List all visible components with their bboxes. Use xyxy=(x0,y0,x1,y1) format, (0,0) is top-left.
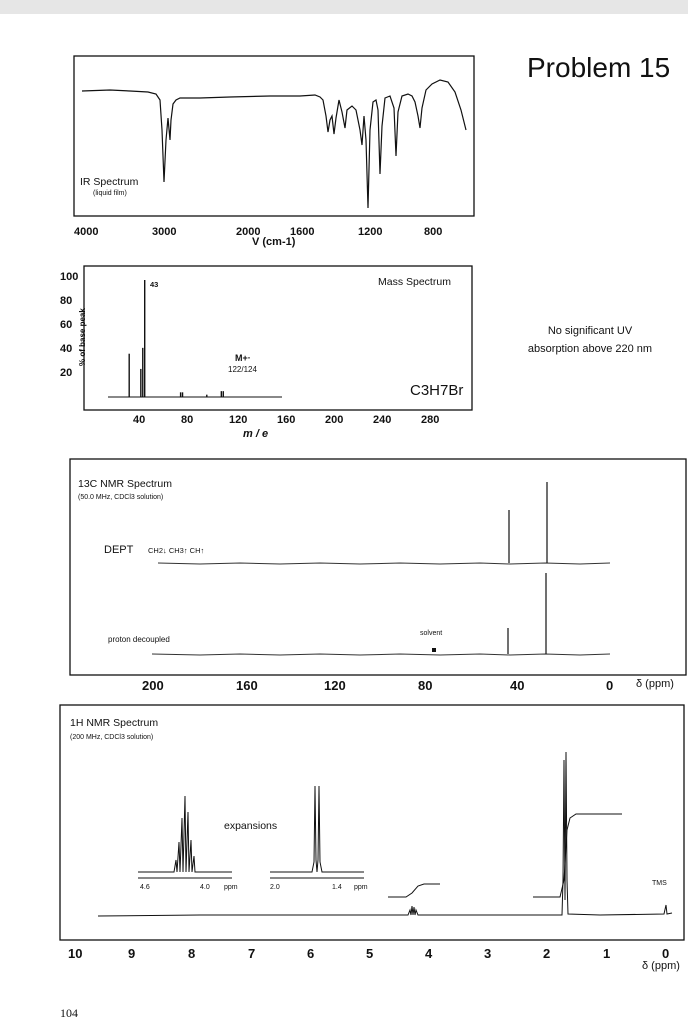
exp2-tick-unit: ppm xyxy=(354,884,368,891)
mass-x-tick: 280 xyxy=(421,414,440,426)
ir-x-tick: 4000 xyxy=(74,226,99,238)
h1-expansion-2-trace xyxy=(270,786,364,872)
mass-y-tick: 100 xyxy=(60,271,79,283)
h1-x-tick: 9 xyxy=(128,946,136,961)
c13-x-tick: 120 xyxy=(324,678,346,693)
c13-subtitle: (50.0 MHz, CDCl3 solution) xyxy=(78,494,164,501)
page-title: Problem 15 xyxy=(527,52,671,83)
expansions-label: expansions xyxy=(224,820,278,832)
c13-title: 13C NMR Spectrum xyxy=(78,478,172,490)
c13-x-tick: 200 xyxy=(142,678,164,693)
h1-title: 1H NMR Spectrum xyxy=(70,717,159,729)
proton-decoupled-label: proton decoupled xyxy=(108,635,170,644)
h1-expansion-1-trace xyxy=(138,796,232,872)
c13-x-label: δ (ppm) xyxy=(636,678,674,690)
h1-x-label: δ (ppm) xyxy=(642,960,680,972)
exp2-tick-left: 2.0 xyxy=(270,884,280,891)
uv-note-line1: No significant UV xyxy=(547,325,633,337)
solvent-label: solvent xyxy=(420,630,443,637)
base-peak-label: 43 xyxy=(150,280,159,289)
molecular-ion-label: M+· xyxy=(235,353,251,363)
h1-x-tick: 5 xyxy=(366,946,374,961)
h1-x-tick: 1 xyxy=(603,946,611,961)
ir-x-tick: 1200 xyxy=(358,226,383,238)
h1-integral-methyl xyxy=(533,814,622,897)
mass-x-tick: 40 xyxy=(133,414,146,426)
molecular-ion-values: 122/124 xyxy=(228,365,257,374)
ir-x-tick: 1600 xyxy=(290,226,315,238)
exp1-tick-unit: ppm xyxy=(224,884,238,891)
dept-label: DEPT xyxy=(104,544,134,556)
h1-x-tick: 10 xyxy=(68,946,83,961)
uv-note-line2: absorption above 220 nm xyxy=(527,343,653,355)
c13-x-tick: 160 xyxy=(236,678,258,693)
dept-legend: CH2↓ CH3↑ CH↑ xyxy=(148,546,205,555)
h1-x-tick: 8 xyxy=(188,946,196,961)
ir-subtitle: (liquid film) xyxy=(93,190,127,197)
h1-spectrum xyxy=(60,705,684,940)
h1-expansion-2 xyxy=(270,786,364,878)
h1-integral-methine xyxy=(388,884,440,897)
page-number: 104 xyxy=(60,1006,78,1020)
mass-title: Mass Spectrum xyxy=(378,276,451,288)
h1-x-tick: 2 xyxy=(543,946,551,961)
mass-x-tick: 80 xyxy=(181,414,194,426)
exp1-tick-mid: 4.0 xyxy=(200,884,210,891)
h1-x-tick: 4 xyxy=(425,946,433,961)
molecular-formula: C3H7Br xyxy=(410,382,464,399)
mass-x-label: m / e xyxy=(243,428,269,440)
ir-x-tick: 3000 xyxy=(152,226,177,238)
mass-y-tick: 60 xyxy=(60,319,73,331)
mass-x-tick: 240 xyxy=(373,414,392,426)
h1-expansion-1 xyxy=(138,796,232,878)
mass-y-label: % of base peak xyxy=(78,308,87,366)
h1-x-tick: 3 xyxy=(484,946,492,961)
ir-x-label-text: V (cm-1) xyxy=(252,236,296,248)
c13-x-tick: 40 xyxy=(510,678,525,693)
mass-y-tick: 20 xyxy=(60,367,73,379)
h1-subtitle: (200 MHz, CDCl3 solution) xyxy=(70,734,154,741)
exp2-tick-mid: 1.4 xyxy=(332,884,342,891)
ir-x-tick: 800 xyxy=(424,226,443,238)
ir-x-tick: 2000 xyxy=(236,226,261,238)
h1-x-tick: 6 xyxy=(307,946,315,961)
tms-label: TMS xyxy=(652,880,667,887)
h1-x-tick: 7 xyxy=(248,946,256,961)
h1-x-tick: 0 xyxy=(662,946,670,961)
h1-frame xyxy=(60,705,684,940)
ir-title: IR Spectrum xyxy=(80,176,139,188)
mass-x-tick: 120 xyxy=(229,414,248,426)
mass-x-tick: 200 xyxy=(325,414,344,426)
mass-x-tick: 160 xyxy=(277,414,296,426)
c13-x-tick: 0 xyxy=(606,678,614,693)
exp1-tick-left: 4.6 xyxy=(140,884,150,891)
mass-y-tick: 80 xyxy=(60,295,73,307)
c13-x-tick: 80 xyxy=(418,678,433,693)
mass-y-tick: 40 xyxy=(60,343,73,355)
